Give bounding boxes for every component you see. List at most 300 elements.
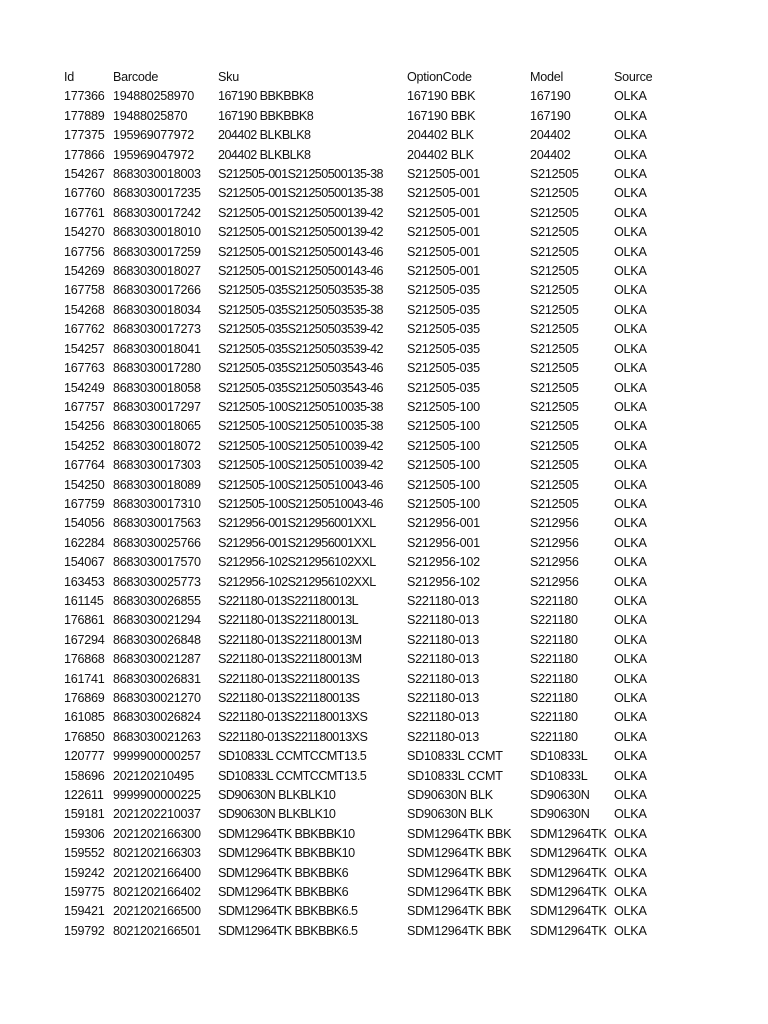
id-cell: 154256 (64, 419, 105, 434)
id-cell: 154268 (64, 302, 105, 317)
barcode-cell: 8683030026824 (113, 710, 201, 725)
id-cell: 167761 (64, 205, 105, 220)
sku-cell: S221180-013S221180013XS (218, 729, 368, 744)
barcode-cell: 8683030018034 (113, 302, 201, 317)
source-cell: OLKA (614, 244, 647, 259)
id-cell: 176868 (64, 652, 105, 667)
optioncode-cell: 204402 BLK (407, 128, 474, 143)
sku-cell: S212505-035S21250503539-42 (218, 341, 383, 356)
model-cell: S212505 (530, 264, 579, 279)
header-row (64, 68, 704, 87)
model-cell: SDM12964TK (530, 846, 607, 861)
barcode-cell: 8683030018072 (113, 438, 201, 453)
barcode-cell: 8021202166303 (113, 846, 201, 861)
table-row (64, 87, 704, 106)
sku-cell: S212505-100S21250510035-38 (218, 419, 383, 434)
column-header-optioncode: OptionCode (407, 70, 472, 84)
sku-cell: S221180-013S221180013L (218, 613, 359, 628)
model-cell: 167190 (530, 89, 571, 104)
id-cell: 154269 (64, 264, 105, 279)
optioncode-cell: SDM12964TK BBK (407, 826, 512, 841)
data-table (64, 68, 704, 941)
barcode-cell: 8683030017297 (113, 399, 201, 414)
optioncode-cell: S212505-035 (407, 283, 480, 298)
model-cell: S221180 (530, 593, 578, 608)
model-cell: SDM12964TK (530, 865, 607, 880)
sku-cell: S212956-001S212956001XXL (218, 535, 376, 550)
table-row (64, 573, 704, 592)
source-cell: OLKA (614, 710, 647, 725)
barcode-cell: 8683030017259 (113, 244, 201, 259)
model-cell: SD10833L (530, 768, 588, 783)
sku-cell: S212505-100S21250510039-42 (218, 458, 383, 473)
source-cell: OLKA (614, 361, 647, 376)
model-cell: S212505 (530, 205, 579, 220)
source-cell: OLKA (614, 768, 647, 783)
sku-cell: S221180-013S221180013M (218, 632, 362, 647)
source-cell: OLKA (614, 826, 647, 841)
model-cell: S212505 (530, 361, 579, 376)
source-cell: OLKA (614, 128, 647, 143)
model-cell: S212505 (530, 244, 579, 259)
table-row (64, 883, 704, 902)
source-cell: OLKA (614, 399, 647, 414)
model-cell: S212505 (530, 302, 579, 317)
model-cell: S212956 (530, 555, 579, 570)
table-row (64, 747, 704, 766)
sku-cell: SD10833L CCMTCCMT13.5 (218, 749, 367, 764)
table-row (64, 340, 704, 359)
source-cell: OLKA (614, 535, 647, 550)
model-cell: S212505 (530, 322, 579, 337)
sku-cell: S212505-100S21250510043-46 (218, 496, 383, 511)
sku-cell: S212505-100S21250510035-38 (218, 399, 383, 414)
barcode-cell: 19488025870 (113, 108, 188, 123)
id-cell: 162284 (64, 535, 105, 550)
sku-cell: S212505-001S21250500139-42 (218, 225, 383, 240)
table-row (64, 320, 704, 339)
sku-cell: SDM12964TK BBKBBK6 (218, 865, 349, 880)
table-row (64, 728, 704, 747)
table-row (64, 650, 704, 669)
source-cell: OLKA (614, 671, 647, 686)
id-cell: 167759 (64, 496, 105, 511)
id-cell: 167756 (64, 244, 105, 259)
sku-cell: S212505-001S21250500143-46 (218, 264, 383, 279)
sku-cell: S212505-001S21250500135-38 (218, 186, 383, 201)
id-cell: 167762 (64, 322, 105, 337)
source-cell: OLKA (614, 574, 647, 589)
sku-cell: S212505-100S21250510039-42 (218, 438, 383, 453)
source-cell: OLKA (614, 458, 647, 473)
model-cell: S212505 (530, 438, 579, 453)
table-row (64, 359, 704, 378)
table-row (64, 146, 704, 165)
table-row (64, 922, 704, 941)
source-cell: OLKA (614, 108, 647, 123)
column-header-id: Id (64, 70, 75, 84)
table-row (64, 243, 704, 262)
optioncode-cell: SDM12964TK BBK (407, 904, 512, 919)
sku-cell: S212505-035S21250503535-38 (218, 283, 383, 298)
optioncode-cell: S212505-100 (407, 438, 480, 453)
barcode-cell: 8683030017242 (113, 205, 201, 220)
table-row (64, 902, 704, 921)
optioncode-cell: 204402 BLK (407, 147, 474, 162)
column-header-sku: Sku (218, 70, 239, 84)
sku-cell: S212956-102S212956102XXL (218, 574, 376, 589)
optioncode-cell: S212505-001 (407, 244, 480, 259)
barcode-cell: 8683030021270 (113, 691, 201, 705)
spreadsheet-sheet (64, 68, 744, 941)
optioncode-cell: S221180-013 (407, 691, 479, 705)
model-cell: S221180 (530, 729, 578, 744)
source-cell: OLKA (614, 904, 647, 919)
source-cell: OLKA (614, 865, 647, 880)
source-cell: OLKA (614, 380, 647, 395)
table-row (64, 864, 704, 883)
model-cell: S212956 (530, 516, 579, 531)
sku-cell: S221180-013S221180013M (218, 652, 362, 667)
barcode-cell: 9999900000257 (113, 749, 201, 764)
source-cell: OLKA (614, 846, 647, 861)
optioncode-cell: 167190 BBK (407, 108, 476, 123)
source-cell: OLKA (614, 225, 647, 240)
source-cell: OLKA (614, 89, 647, 104)
optioncode-cell: S221180-013 (407, 671, 479, 686)
barcode-cell: 2021202210037 (113, 807, 201, 822)
id-cell: 154067 (64, 555, 105, 570)
column-header-model: Model (530, 70, 564, 84)
barcode-cell: 202120210495 (113, 768, 195, 783)
table-row (64, 514, 704, 533)
sku-cell: SDM12964TK BBKBBK10 (218, 826, 355, 841)
barcode-cell: 2021202166400 (113, 865, 201, 880)
id-cell: 161085 (64, 710, 105, 725)
id-cell: 154252 (64, 438, 105, 453)
model-cell: SDM12964TK (530, 923, 607, 938)
sku-cell: S212505-035S21250503539-42 (218, 322, 383, 337)
id-cell: 159775 (64, 885, 105, 900)
barcode-cell: 2021202166300 (113, 826, 201, 841)
id-cell: 154270 (64, 225, 105, 240)
barcode-cell: 8683030018058 (113, 380, 201, 395)
table-row (64, 417, 704, 436)
source-cell: OLKA (614, 593, 647, 608)
source-cell: OLKA (614, 496, 647, 511)
barcode-cell: 8021202166402 (113, 885, 201, 900)
optioncode-cell: SDM12964TK BBK (407, 846, 512, 861)
sku-cell: S212505-035S21250503543-46 (218, 361, 383, 376)
model-cell: 167190 (530, 108, 571, 123)
source-cell: OLKA (614, 147, 647, 162)
table-row (64, 456, 704, 475)
id-cell: 154249 (64, 380, 105, 395)
barcode-cell: 9999900000225 (113, 788, 201, 803)
sku-cell: 167190 BBKBBK8 (218, 108, 314, 123)
model-cell: SDM12964TK (530, 826, 607, 841)
barcode-cell: 8683030025766 (113, 535, 201, 550)
table-row (64, 495, 704, 514)
sku-cell: SDM12964TK BBKBBK6 (218, 885, 349, 900)
optioncode-cell: S212505-035 (407, 302, 480, 317)
id-cell: 159421 (64, 904, 105, 919)
source-cell: OLKA (614, 788, 647, 803)
id-cell: 177866 (64, 147, 105, 162)
sku-cell: S212505-035S21250503535-38 (218, 302, 383, 317)
table-row (64, 708, 704, 727)
barcode-cell: 8683030021294 (113, 613, 201, 628)
optioncode-cell: S212956-102 (407, 555, 480, 570)
optioncode-cell: S212956-001 (407, 516, 480, 531)
sku-cell: S221180-013S221180013S (218, 671, 360, 686)
id-cell: 159792 (64, 923, 105, 938)
source-cell: OLKA (614, 283, 647, 298)
optioncode-cell: S212956-001 (407, 535, 480, 550)
model-cell: S212956 (530, 535, 579, 550)
barcode-cell: 8683030018027 (113, 264, 201, 279)
id-cell: 167760 (64, 186, 105, 201)
id-cell: 159552 (64, 846, 105, 861)
optioncode-cell: S212505-100 (407, 458, 480, 473)
optioncode-cell: S212956-102 (407, 574, 480, 589)
barcode-cell: 8683030025773 (113, 574, 201, 589)
barcode-cell: 8683030017266 (113, 283, 201, 298)
model-cell: SDM12964TK (530, 904, 607, 919)
barcode-cell: 194880258970 (113, 89, 195, 104)
model-cell: S221180 (530, 613, 578, 628)
barcode-cell: 8683030018010 (113, 225, 201, 240)
sku-cell: 167190 BBKBBK8 (218, 89, 314, 104)
optioncode-cell: S221180-013 (407, 593, 479, 608)
table-row (64, 592, 704, 611)
optioncode-cell: S221180-013 (407, 613, 479, 628)
table-row (64, 805, 704, 824)
id-cell: 159306 (64, 826, 105, 841)
source-cell: OLKA (614, 322, 647, 337)
source-cell: OLKA (614, 438, 647, 453)
optioncode-cell: S212505-001 (407, 225, 480, 240)
source-cell: OLKA (614, 302, 647, 317)
sku-cell: S212956-001S212956001XXL (218, 516, 376, 531)
sku-cell: S212505-001S21250500139-42 (218, 205, 383, 220)
optioncode-cell: S212505-100 (407, 399, 480, 414)
optioncode-cell: SD90630N BLK (407, 807, 493, 822)
id-cell: 154250 (64, 477, 105, 492)
model-cell: SD90630N (530, 788, 590, 803)
sku-cell: S221180-013S221180013L (218, 593, 359, 608)
table-row (64, 379, 704, 398)
table-row (64, 107, 704, 126)
optioncode-cell: S212505-100 (407, 496, 480, 511)
table-row (64, 689, 704, 708)
source-cell: OLKA (614, 729, 647, 744)
table-row (64, 611, 704, 630)
barcode-cell: 8683030021263 (113, 729, 201, 744)
id-cell: 159242 (64, 865, 105, 880)
id-cell: 177375 (64, 128, 105, 143)
table-row (64, 844, 704, 863)
table-row (64, 534, 704, 553)
id-cell: 163453 (64, 574, 105, 589)
model-cell: S212505 (530, 380, 579, 395)
barcode-cell: 8683030017303 (113, 458, 201, 473)
barcode-cell: 195969047972 (113, 147, 195, 162)
optioncode-cell: S212505-035 (407, 341, 480, 356)
id-cell: 176850 (64, 729, 105, 744)
optioncode-cell: S212505-001 (407, 186, 480, 201)
model-cell: S212505 (530, 283, 579, 298)
source-cell: OLKA (614, 885, 647, 900)
barcode-cell: 8683030017273 (113, 322, 201, 337)
barcode-cell: 8683030026848 (113, 632, 201, 647)
sku-cell: SD90630N BLKBLK10 (218, 807, 336, 822)
source-cell: OLKA (614, 205, 647, 220)
model-cell: S221180 (530, 652, 578, 667)
source-cell: OLKA (614, 341, 647, 356)
barcode-cell: 8683030026831 (113, 671, 201, 686)
source-cell: OLKA (614, 555, 647, 570)
optioncode-cell: S221180-013 (407, 710, 479, 725)
optioncode-cell: SDM12964TK BBK (407, 865, 512, 880)
sku-cell: SDM12964TK BBKBBK10 (218, 846, 355, 861)
id-cell: 176861 (64, 613, 105, 628)
sku-cell: S212505-035S21250503543-46 (218, 380, 383, 395)
sku-cell: SD90630N BLKBLK10 (218, 788, 336, 803)
id-cell: 167763 (64, 361, 105, 376)
sku-cell: S221180-013S221180013S (218, 691, 360, 705)
table-row (64, 301, 704, 320)
source-cell: OLKA (614, 613, 647, 628)
model-cell: S212505 (530, 167, 579, 182)
id-cell: 120777 (64, 749, 105, 764)
model-cell: 204402 (530, 147, 571, 162)
optioncode-cell: S221180-013 (407, 729, 479, 744)
table-row (64, 126, 704, 145)
sku-cell: S212505-001S21250500135-38 (218, 167, 383, 182)
optioncode-cell: S212505-100 (407, 419, 480, 434)
source-cell: OLKA (614, 186, 647, 201)
model-cell: 204402 (530, 128, 571, 143)
source-cell: OLKA (614, 419, 647, 434)
model-cell: S221180 (530, 632, 578, 647)
column-header-source: Source (614, 70, 653, 84)
id-cell: 158696 (64, 768, 105, 783)
model-cell: S212505 (530, 419, 579, 434)
model-cell: S221180 (530, 691, 578, 705)
table-row (64, 631, 704, 650)
model-cell: S212505 (530, 186, 579, 201)
barcode-cell: 8683030026855 (113, 593, 201, 608)
sku-cell: SD10833L CCMTCCMT13.5 (218, 768, 367, 783)
optioncode-cell: S212505-100 (407, 477, 480, 492)
optioncode-cell: S212505-001 (407, 264, 480, 279)
id-cell: 167764 (64, 458, 105, 473)
table-row (64, 223, 704, 242)
source-cell: OLKA (614, 652, 647, 667)
model-cell: S221180 (530, 710, 578, 725)
barcode-cell: 8683030018003 (113, 167, 201, 182)
table-row (64, 204, 704, 223)
optioncode-cell: S221180-013 (407, 652, 479, 667)
optioncode-cell: S212505-001 (407, 205, 480, 220)
table-row (64, 437, 704, 456)
optioncode-cell: 167190 BBK (407, 89, 476, 104)
barcode-cell: 8683030018089 (113, 477, 201, 492)
id-cell: 159181 (64, 807, 105, 822)
optioncode-cell: S212505-035 (407, 380, 480, 395)
model-cell: S212505 (530, 225, 579, 240)
id-cell: 154267 (64, 167, 105, 182)
barcode-cell: 2021202166500 (113, 904, 201, 919)
id-cell: 154056 (64, 516, 105, 531)
table-row (64, 281, 704, 300)
model-cell: S212505 (530, 399, 579, 414)
model-cell: S212956 (530, 574, 579, 589)
optioncode-cell: SDM12964TK BBK (407, 885, 512, 900)
barcode-cell: 8683030017310 (113, 496, 201, 511)
optioncode-cell: S212505-035 (407, 322, 480, 337)
barcode-cell: 8683030021287 (113, 652, 201, 667)
optioncode-cell: SD90630N BLK (407, 788, 493, 803)
model-cell: S212505 (530, 496, 579, 511)
id-cell: 176869 (64, 691, 105, 705)
id-cell: 161741 (64, 671, 105, 686)
optioncode-cell: S212505-001 (407, 167, 480, 182)
source-cell: OLKA (614, 923, 647, 938)
barcode-cell: 8021202166501 (113, 923, 201, 938)
barcode-cell: 8683030017280 (113, 361, 201, 376)
barcode-cell: 8683030018065 (113, 419, 201, 434)
table-row (64, 553, 704, 572)
table-row (64, 670, 704, 689)
source-cell: OLKA (614, 807, 647, 822)
id-cell: 177889 (64, 108, 105, 123)
table-row (64, 825, 704, 844)
table-row (64, 262, 704, 281)
id-cell: 122611 (64, 788, 104, 803)
sku-cell: S212505-001S21250500143-46 (218, 244, 383, 259)
model-cell: S212505 (530, 477, 579, 492)
id-cell: 167757 (64, 399, 105, 414)
model-cell: S221180 (530, 671, 578, 686)
table-row (64, 767, 704, 786)
model-cell: S212505 (530, 458, 579, 473)
optioncode-cell: SD10833L CCMT (407, 768, 503, 783)
model-cell: SD90630N (530, 807, 590, 822)
id-cell: 161145 (64, 593, 104, 608)
sku-cell: S221180-013S221180013XS (218, 710, 368, 725)
sku-cell: SDM12964TK BBKBBK6.5 (218, 904, 358, 919)
table-row (64, 398, 704, 417)
barcode-cell: 8683030018041 (113, 341, 201, 356)
table-row (64, 786, 704, 805)
source-cell: OLKA (614, 167, 647, 182)
model-cell: S212505 (530, 341, 579, 356)
source-cell: OLKA (614, 632, 647, 647)
source-cell: OLKA (614, 749, 647, 764)
table-body (64, 87, 704, 941)
id-cell: 177366 (64, 89, 105, 104)
model-cell: SD10833L (530, 749, 588, 764)
sku-cell: S212505-100S21250510043-46 (218, 477, 383, 492)
table-row (64, 165, 704, 184)
optioncode-cell: SD10833L CCMT (407, 749, 503, 764)
table-row (64, 184, 704, 203)
id-cell: 154257 (64, 341, 105, 356)
source-cell: OLKA (614, 516, 647, 531)
barcode-cell: 195969077972 (113, 128, 195, 143)
